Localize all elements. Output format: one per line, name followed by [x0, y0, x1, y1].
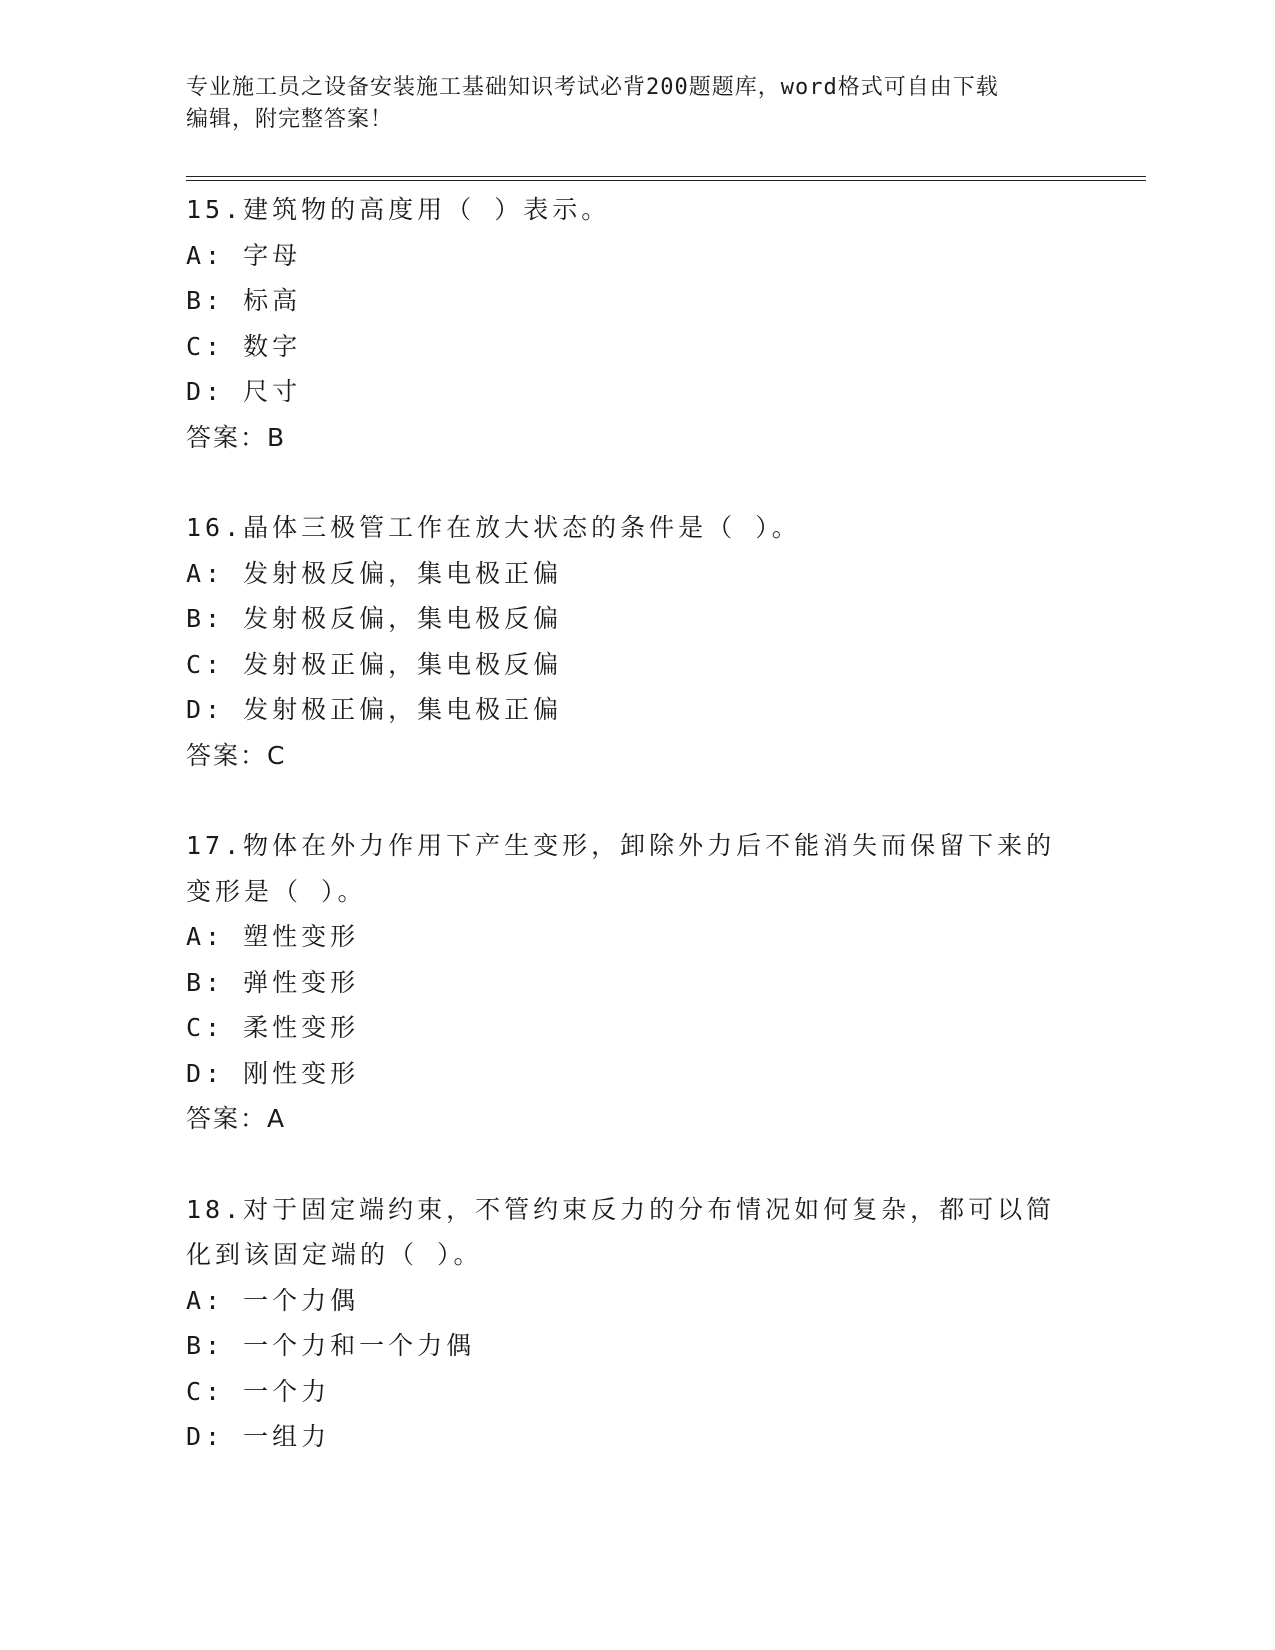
option-a: A: 一个力偶 [186, 1285, 360, 1315]
option-b: B: 标高 [186, 286, 302, 315]
answer-line: 答案：B [186, 422, 287, 452]
option-c: C: 数字 [186, 331, 302, 361]
header-line-1: 专业施工员之设备安装施工基础知识考试必背200题题库，word格式可自由下载 [186, 75, 999, 100]
question-list [186, 187, 1086, 1505]
document-header [186, 72, 1066, 136]
question-stem: 15.建筑物的高度用（ ）表示。 [186, 195, 611, 224]
question-15 [186, 187, 1086, 460]
header-line-2: 编辑，附完整答案！ [186, 107, 394, 132]
option-c: C: 一个力 [186, 1376, 331, 1406]
question-18 [186, 1187, 1086, 1460]
option-a: A: 字母 [186, 240, 302, 270]
answer-line: 答案：A [186, 1104, 287, 1133]
question-16 [186, 505, 1086, 778]
option-d: D: 发射极正偏，集电极正偏 [186, 695, 563, 724]
option-b: B: 一个力和一个力偶 [186, 1331, 476, 1360]
option-d: D: 刚性变形 [186, 1058, 360, 1088]
option-b: B: 发射极反偏，集电极反偏 [186, 604, 563, 633]
option-a: A: 发射极反偏，集电极正偏 [186, 558, 563, 588]
option-d: D: 尺寸 [186, 377, 302, 406]
option-c: C: 发射极正偏，集电极反偏 [186, 649, 563, 679]
question-stem: 17.物体在外力作用下产生变形，卸除外力后不能消失而保留下来的变形是（ ）。 [186, 831, 1056, 906]
question-stem: 18.对于固定端约束，不管约束反力的分布情况如何复杂，都可以简化到该固定端的（ ）。 [186, 1194, 1056, 1269]
answer-line: 答案：C [186, 740, 287, 770]
option-a: A: 塑性变形 [186, 922, 360, 951]
option-b: B: 弹性变形 [186, 967, 360, 997]
header-divider [186, 176, 1146, 181]
option-d: D: 一组力 [186, 1422, 331, 1451]
question-stem: 16.晶体三极管工作在放大状态的条件是（ ）。 [186, 513, 801, 542]
option-c: C: 柔性变形 [186, 1013, 360, 1042]
question-17 [186, 823, 1086, 1142]
